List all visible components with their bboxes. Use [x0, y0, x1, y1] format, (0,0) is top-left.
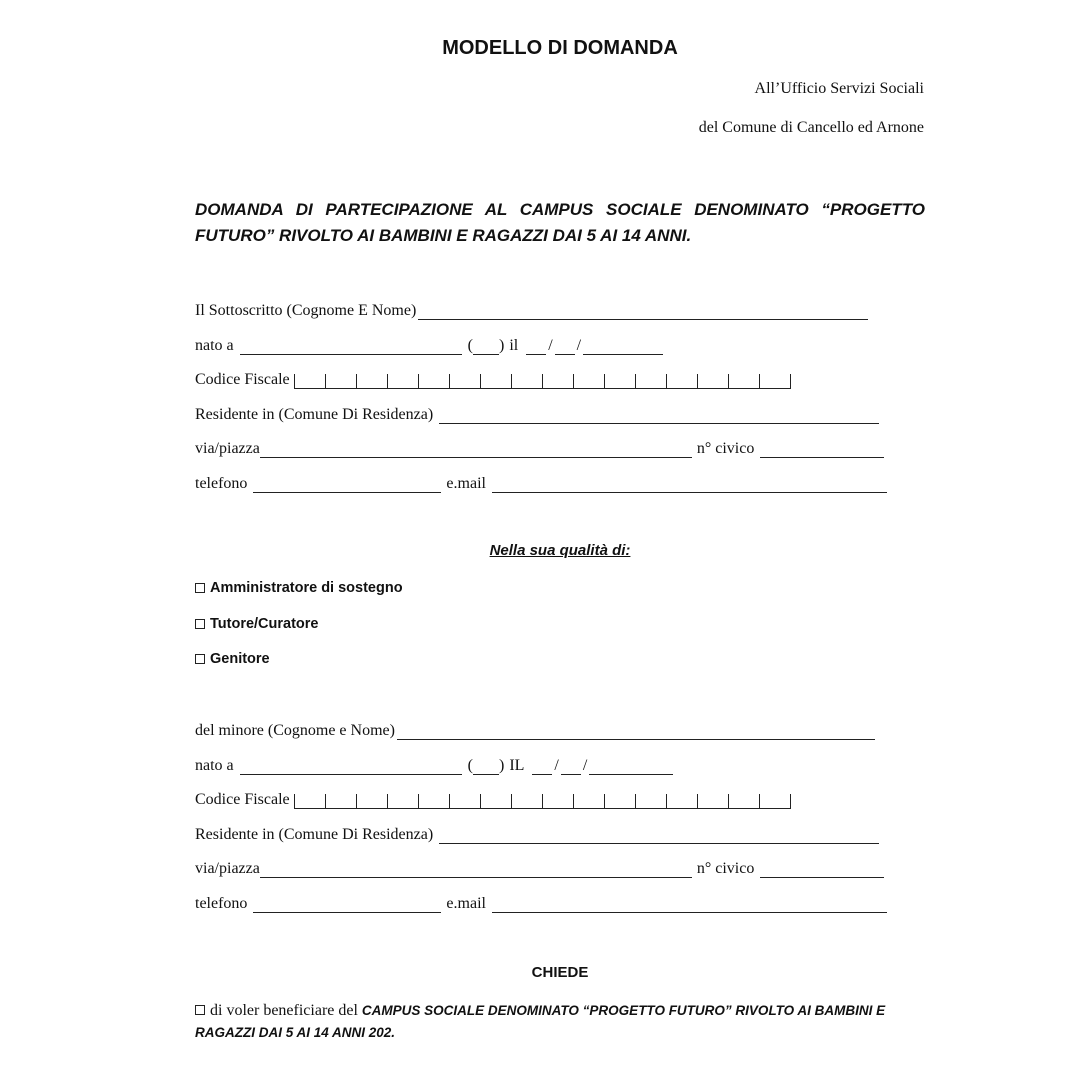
year-field[interactable]	[589, 759, 673, 775]
date-label: il	[509, 337, 519, 354]
slash: /	[554, 757, 559, 774]
option-tutore[interactable]	[195, 616, 319, 632]
request-heading: CHIEDE	[531, 964, 589, 981]
paren: )	[498, 337, 505, 354]
cf-label: Codice Fiscale	[195, 791, 290, 808]
capacity-heading: Nella sua qualità di:	[489, 542, 631, 559]
cf-box[interactable]	[698, 374, 729, 389]
cf-box[interactable]	[698, 794, 729, 809]
cf-box[interactable]	[357, 374, 388, 389]
cf-box[interactable]	[388, 374, 419, 389]
civic-field[interactable]	[760, 862, 884, 878]
checkbox[interactable]	[195, 654, 205, 664]
request-text-bold: CAMPUS SOCIALE DENOMINATO “PROGETTO FUTURO” RIVOLTO AI BAMBINI E RAGAZZI DAI 5 AI 14 ANNI 202.	[195, 1003, 886, 1040]
form-row	[195, 333, 665, 355]
form-row	[195, 298, 870, 320]
paren: )	[498, 757, 505, 774]
option-label: Tutore/Curatore	[210, 616, 319, 632]
option-genitore[interactable]	[195, 651, 270, 667]
phone-label: telefono	[195, 475, 248, 492]
cf-box[interactable]	[636, 794, 667, 809]
email-field[interactable]	[492, 477, 887, 493]
cf-box[interactable]	[326, 794, 357, 809]
recipient-line-1: All’Ufficio Servizi Sociali	[754, 80, 924, 97]
cf-box[interactable]	[357, 794, 388, 809]
cf-box[interactable]	[667, 374, 698, 389]
cf-box[interactable]	[295, 794, 326, 809]
checkbox[interactable]	[195, 1005, 205, 1015]
cf-box[interactable]	[574, 794, 605, 809]
form-row	[195, 753, 675, 775]
codice-fiscale-field[interactable]	[294, 794, 791, 809]
cf-box[interactable]	[450, 374, 481, 389]
phone-label: telefono	[195, 895, 248, 912]
civic-label: n° civico	[696, 440, 755, 457]
cf-box[interactable]	[605, 794, 636, 809]
street-field[interactable]	[260, 862, 692, 878]
form-row	[195, 787, 791, 809]
cf-box[interactable]	[667, 794, 698, 809]
cf-box[interactable]	[760, 794, 791, 809]
birthplace-field[interactable]	[240, 759, 462, 775]
date-label: IL	[509, 757, 525, 774]
birthplace-label: nato a	[195, 757, 234, 774]
residence-field[interactable]	[439, 828, 879, 844]
name-label: Il Sottoscritto (Cognome E Nome)	[195, 302, 417, 319]
checkbox[interactable]	[195, 619, 205, 629]
cf-box[interactable]	[729, 374, 760, 389]
year-field[interactable]	[583, 339, 663, 355]
cf-box[interactable]	[419, 374, 450, 389]
document-title: MODELLO DI DOMANDA	[442, 37, 678, 59]
email-label: e.mail	[446, 475, 486, 492]
form-row	[195, 856, 886, 878]
slash: /	[576, 337, 582, 354]
email-field[interactable]	[492, 897, 887, 913]
residence-label: Residente in (Comune Di Residenza)	[195, 826, 434, 843]
cf-box[interactable]	[481, 794, 512, 809]
day-field[interactable]	[532, 759, 552, 775]
cf-box[interactable]	[636, 374, 667, 389]
street-label: via/piazza	[195, 440, 260, 457]
cf-label: Codice Fiscale	[195, 371, 290, 388]
email-label: e.mail	[446, 895, 486, 912]
slash: /	[548, 337, 553, 354]
recipient-line-2: del Comune di Cancello ed Arnone	[698, 119, 924, 136]
form-row	[195, 718, 877, 740]
cf-box[interactable]	[419, 794, 450, 809]
checkbox[interactable]	[195, 583, 205, 593]
option-label: Genitore	[210, 651, 270, 667]
paren: (	[467, 337, 473, 354]
form-heading: DOMANDA DI PARTECIPAZIONE AL CAMPUS SOCIALE DENOMINATO “PROGETTO FUTURO” RIVOLTO AI BAMBINI E RAGAZZI DAI 5 AI 14 ANNI.	[195, 200, 925, 245]
cf-box[interactable]	[512, 374, 543, 389]
phone-field[interactable]	[253, 477, 441, 493]
day-field[interactable]	[526, 339, 546, 355]
cf-box[interactable]	[512, 794, 543, 809]
birthplace-label: nato a	[195, 337, 234, 354]
name-field[interactable]	[418, 304, 868, 320]
form-row	[195, 471, 889, 493]
form-row	[195, 891, 889, 913]
street-field[interactable]	[260, 442, 692, 458]
request-option[interactable]	[195, 1000, 925, 1044]
request-text: di voler beneficiare del	[210, 1002, 362, 1019]
form-row	[195, 822, 881, 844]
option-label: Amministratore di sostegno	[210, 580, 403, 596]
cf-box[interactable]	[481, 374, 512, 389]
cf-box[interactable]	[388, 794, 419, 809]
street-label: via/piazza	[195, 860, 260, 877]
name-label: del minore (Cognome e Nome)	[195, 722, 395, 739]
cf-box[interactable]	[760, 374, 791, 389]
province-field[interactable]	[473, 759, 499, 775]
phone-field[interactable]	[253, 897, 441, 913]
residence-label: Residente in (Comune Di Residenza)	[195, 406, 434, 423]
cf-box[interactable]	[574, 374, 605, 389]
slash: /	[582, 757, 588, 774]
cf-box[interactable]	[295, 374, 326, 389]
month-field[interactable]	[555, 339, 575, 355]
cf-box[interactable]	[543, 374, 574, 389]
province-field[interactable]	[473, 339, 499, 355]
birthplace-field[interactable]	[240, 339, 462, 355]
name-field[interactable]	[397, 724, 875, 740]
option-amministratore[interactable]	[195, 580, 403, 596]
month-field[interactable]	[561, 759, 581, 775]
form-row	[195, 436, 886, 458]
civic-label: n° civico	[696, 860, 755, 877]
codice-fiscale-field[interactable]	[294, 374, 791, 389]
form-row	[195, 367, 791, 389]
cf-box[interactable]	[450, 794, 481, 809]
cf-box[interactable]	[543, 794, 574, 809]
cf-box[interactable]	[729, 794, 760, 809]
cf-box[interactable]	[326, 374, 357, 389]
form-row	[195, 402, 881, 424]
residence-field[interactable]	[439, 408, 879, 424]
paren: (	[467, 757, 473, 774]
cf-box[interactable]	[605, 374, 636, 389]
civic-field[interactable]	[760, 442, 884, 458]
